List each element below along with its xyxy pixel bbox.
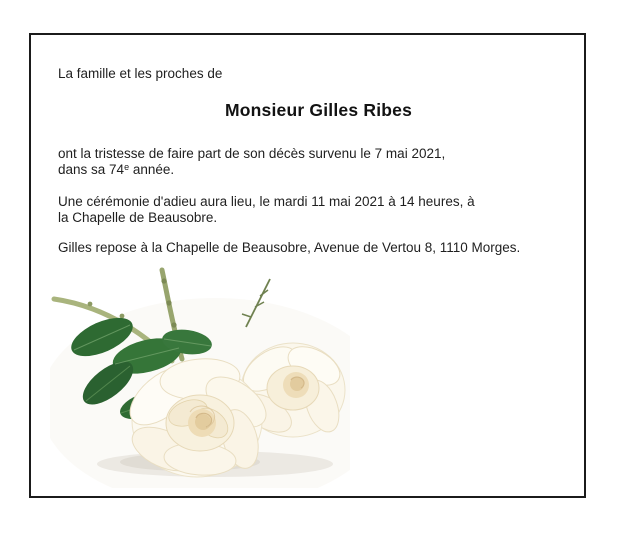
death-notice-line1: ont la tristesse de faire part de son décès survenu le 7 mai 2021, <box>58 146 446 161</box>
repose-line: Gilles repose à la Chapelle de Beausobre, Avenue de Vertou 8, 1110 Morges. <box>58 240 521 255</box>
intro-line: La famille et les proches de <box>58 66 223 81</box>
deceased-name: Monsieur Gilles Ribes <box>224 100 413 120</box>
ceremony-line2: la Chapelle de Beausobre. <box>58 210 218 225</box>
death-notice-line2-prefix: dans sa 74 <box>58 162 125 177</box>
obituary-card <box>29 33 586 498</box>
death-notice-line2-suffix: année. <box>129 162 175 177</box>
ceremony-paragraph <box>58 194 557 226</box>
repose-paragraph <box>58 240 557 256</box>
white-roses-photo <box>50 263 350 488</box>
ceremony-line1: Une cérémonie d'adieu aura lieu, le mardi 11 mai 2021 à 14 heures, à <box>58 194 475 209</box>
death-notice-paragraph <box>58 146 557 178</box>
ordinal-superscript: e <box>124 162 130 172</box>
